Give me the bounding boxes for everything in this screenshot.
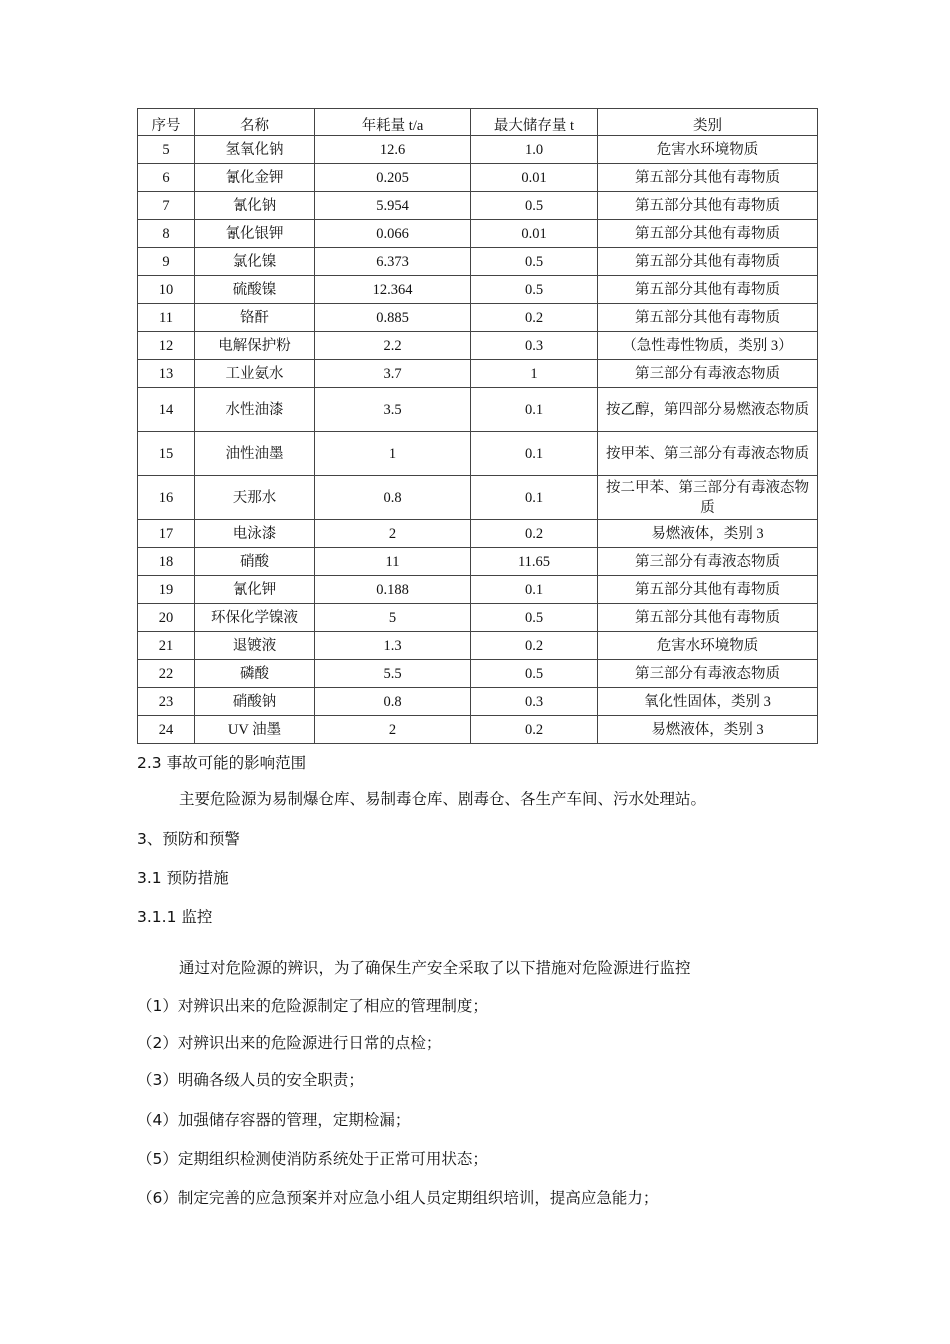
list-item: （1）对辨识出来的危险源制定了相应的管理制度； [137, 997, 488, 1015]
table-row: 20 环保化学镍液 5 0.5 第五部分其他有毒物质 [138, 604, 818, 632]
header-max-storage: 最大储存量 t [471, 109, 598, 136]
table-row: 21 退镀液 1.3 0.2 危害水环境物质 [138, 632, 818, 660]
section-3-1-heading: 3.1 预防措施 [137, 869, 229, 887]
list-item: （5）定期组织检测使消防系统处于正常可用状态； [137, 1150, 488, 1168]
section-2-3-paragraph: 主要危险源为易制爆仓库、易制毒仓库、剧毒仓、各生产车间、污水处理站。 [179, 790, 707, 808]
monitoring-intro: 通过对危险源的辨识，为了确保生产安全采取了以下措施对危险源进行监控 [179, 959, 691, 977]
hazardous-materials-table [137, 108, 818, 744]
list-item: （4）加强储存容器的管理，定期检漏； [137, 1111, 411, 1129]
header-index: 序号 [138, 109, 195, 136]
table-row: 11 铬酐 0.885 0.2 第五部分其他有毒物质 [138, 304, 818, 332]
list-item: （6）制定完善的应急预案并对应急小组人员定期组织培训，提高应急能力； [137, 1189, 659, 1207]
table-row: 12 电解保护粉 2.2 0.3 （急性毒性物质，类别 3） [138, 332, 818, 360]
header-category: 类别 [598, 109, 818, 136]
table-row: 5 氢氧化钠 12.6 1.0 危害水环境物质 [138, 136, 818, 164]
table-row: 10 硫酸镍 12.364 0.5 第五部分其他有毒物质 [138, 276, 818, 304]
section-2-3-heading: 2.3 事故可能的影响范围 [137, 754, 307, 772]
table-row: 9 氯化镍 6.373 0.5 第五部分其他有毒物质 [138, 248, 818, 276]
table-row: 13 工业氨水 3.7 1 第三部分有毒液态物质 [138, 360, 818, 388]
table-row: 7 氰化钠 5.954 0.5 第五部分其他有毒物质 [138, 192, 818, 220]
table-header-row [138, 109, 818, 136]
table-row: 19 氰化钾 0.188 0.1 第五部分其他有毒物质 [138, 576, 818, 604]
table-row: 8 氰化银钾 0.066 0.01 第五部分其他有毒物质 [138, 220, 818, 248]
table-row: 24 UV 油墨 2 0.2 易燃液体，类别 3 [138, 716, 818, 744]
table-row: 14 水性油漆 3.5 0.1 按乙醇，第四部分易燃液态物质 [138, 388, 818, 432]
header-annual-usage: 年耗量 t/a [315, 109, 471, 136]
list-item: （3）明确各级人员的安全职责； [137, 1071, 364, 1089]
table-row: 17 电泳漆 2 0.2 易燃液体，类别 3 [138, 520, 818, 548]
table-row: 6 氰化金钾 0.205 0.01 第五部分其他有毒物质 [138, 164, 818, 192]
header-name: 名称 [195, 109, 315, 136]
table-row: 15 油性油墨 1 0.1 按甲苯、第三部分有毒液态物质 [138, 432, 818, 476]
table-row: 18 硝酸 11 11.65 第三部分有毒液态物质 [138, 548, 818, 576]
section-3-heading: 3、预防和预警 [137, 830, 240, 848]
section-3-1-1-heading: 3.1.1 监控 [137, 908, 213, 926]
table-row: 16 天那水 0.8 0.1 按二甲苯、第三部分有毒液态物质 [138, 476, 818, 520]
table-row: 23 硝酸钠 0.8 0.3 氧化性固体，类别 3 [138, 688, 818, 716]
table-row: 22 磷酸 5.5 0.5 第三部分有毒液态物质 [138, 660, 818, 688]
list-item: （2）对辨识出来的危险源进行日常的点检； [137, 1034, 442, 1052]
